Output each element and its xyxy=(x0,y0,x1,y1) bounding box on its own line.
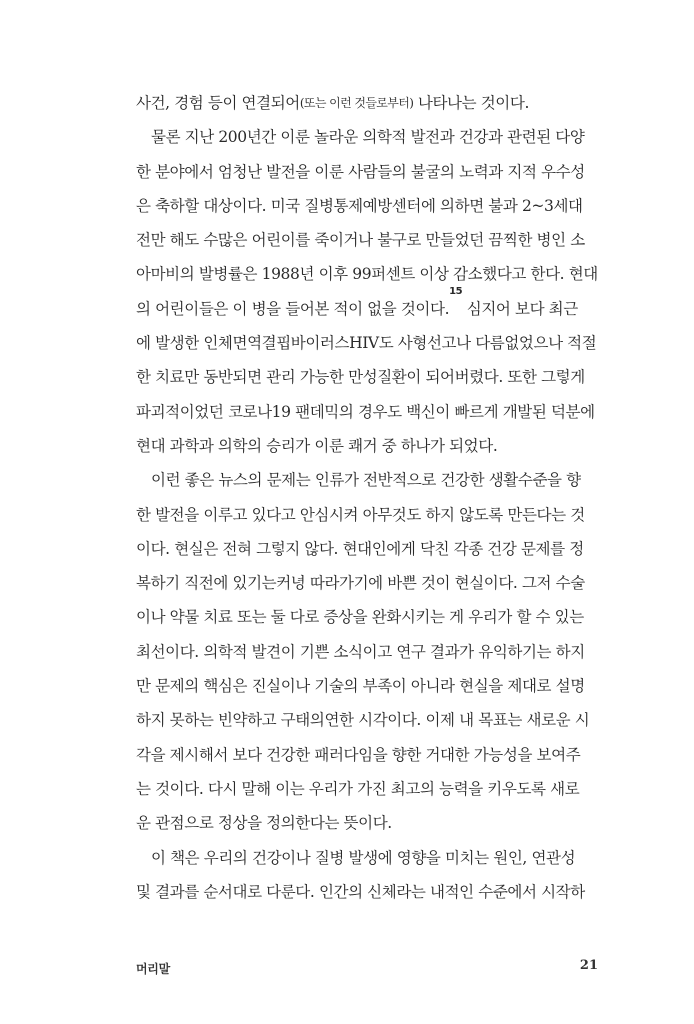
body-text xyxy=(136,86,596,909)
text-line: 한 분야에서 엄청난 발전을 이룬 사람들의 불굴의 노력과 지적 우수성 xyxy=(136,162,585,181)
text-line xyxy=(136,285,596,326)
text-line xyxy=(136,86,596,120)
text-fragment: 심지어 보다 최근 xyxy=(462,299,578,318)
text-line: 하지 못하는 빈약하고 구태의연한 시각이다. 이제 내 목표는 새로운 시 xyxy=(136,711,590,730)
text-line: 한 치료만 동반되면 관리 가능한 만성질환이 되어버렸다. 또한 그렇게 xyxy=(136,368,585,387)
text-line: 운 관점으로 정상을 정의한다는 뜻이다. xyxy=(136,814,392,833)
text-line: 현대 과학과 의학의 승리가 이룬 쾌거 중 하나가 되었다. xyxy=(136,436,498,455)
text-line: 한 발전을 이루고 있다고 안심시켜 아무것도 하지 않도록 만든다는 것 xyxy=(136,505,585,524)
running-footer-section: 머리말 xyxy=(136,962,170,976)
text-line: 및 결과를 순서대로 다룬다. 인간의 신체라는 내적인 수준에서 시작하 xyxy=(136,882,585,901)
text-line: 최선이다. 의학적 발견이 기쁜 소식이고 연구 결과가 유익하기는 하지 xyxy=(136,642,585,661)
text-line: 파괴적이었던 코로나19 팬데믹의 경우도 백신이 빠르게 개발된 덕분에 xyxy=(136,402,595,421)
text-line: 이 책은 우리의 건강이나 질병 발생에 영향을 미치는 원인, 연관성 xyxy=(151,848,576,867)
text-line: 는 것이다. 다시 말해 이는 우리가 가진 최고의 능력을 키우도록 새로 xyxy=(136,779,580,798)
page-number: 21 xyxy=(579,958,598,973)
text-fragment: 나타나는 것이다. xyxy=(417,94,529,112)
text-fragment: 의 어린이들은 이 병을 들어본 적이 없을 것이다. xyxy=(136,299,450,318)
text-line: 전만 해도 수많은 어린이를 죽이거나 불구로 만들었던 끔찍한 병인 소 xyxy=(136,231,585,250)
text-line: 이런 좋은 뉴스의 문제는 인류가 전반적으로 건강한 생활수준을 향 xyxy=(151,471,581,490)
text-line: 물론 지난 200년간 이룬 놀라운 의학적 발전과 건강과 관련된 다양 xyxy=(151,128,585,147)
text-line: 은 축하할 대상이다. 미국 질병통제예방센터에 의하면 불과 2~3세대 xyxy=(136,196,583,215)
text-line: 아마비의 발병률은 1988년 이후 99퍼센트 이상 감소했다고 한다. 현대 xyxy=(136,265,598,284)
footnote-reference[interactable]: 15 xyxy=(449,285,463,297)
text-line: 이다. 현실은 전혀 그렇지 않다. 현대인에게 닥친 각종 건강 문제를 정 xyxy=(136,539,584,558)
parenthetical-note: (또는 이런 것들로부터) xyxy=(299,96,414,110)
text-line: 만 문제의 핵심은 진실이나 기술의 부족이 아니라 현실을 제대로 설명 xyxy=(136,677,585,696)
text-line: 이나 약물 치료 또는 둘 다로 증상을 완화시키는 게 우리가 할 수 있는 xyxy=(136,608,584,627)
text-line: 복하기 직전에 있기는커녕 따라가기에 바쁜 것이 현실이다. 그저 수술 xyxy=(136,574,585,593)
text-line: 각을 제시해서 보다 건강한 패러다임을 향한 거대한 가능성을 보여주 xyxy=(136,745,581,764)
text-fragment: 사건, 경험 등이 연결되어 xyxy=(136,94,300,112)
text-line: 에 발생한 인체면역결핍바이러스HIV도 사형선고나 다름없었으나 적절 xyxy=(136,334,597,353)
